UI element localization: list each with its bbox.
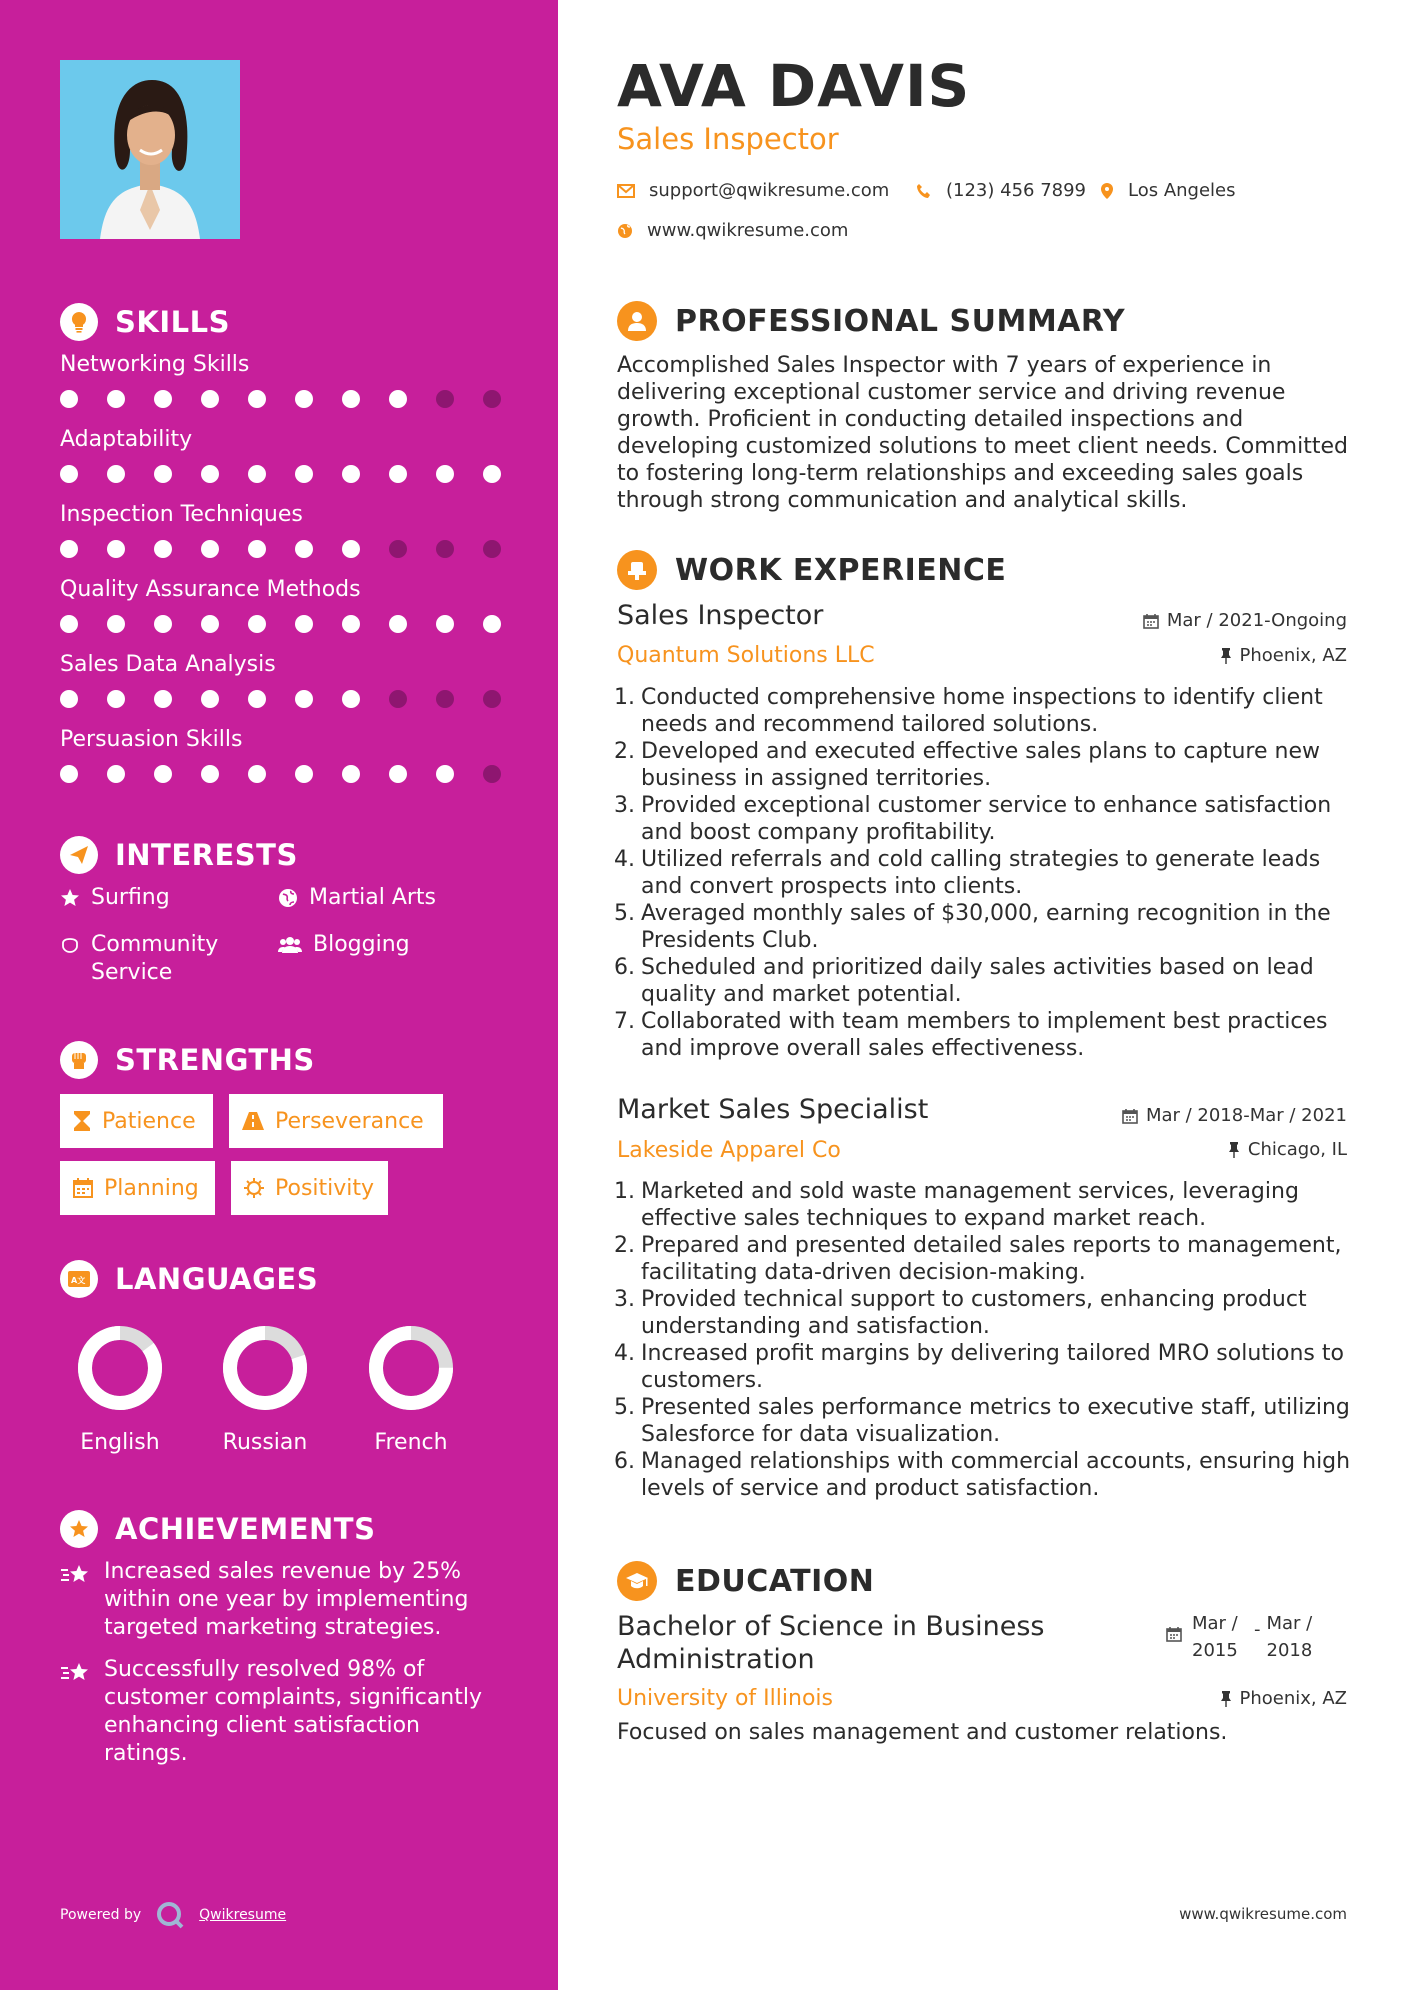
achievement-text: Increased sales revenue by 25% within one year by implementing targeted marketing strategies.: [104, 1559, 469, 1640]
skill-dot-filled: [248, 540, 266, 558]
star-icon: [60, 888, 80, 908]
duty-item: [611, 1286, 1361, 1340]
email-text: support@qwikresume.com: [649, 180, 890, 201]
job-role: Market Sales Specialist: [617, 1094, 929, 1125]
contact-phone[interactable]: [916, 180, 1086, 201]
languages-title: LANGUAGES: [115, 1262, 319, 1296]
language-label: English: [80, 1430, 160, 1455]
skills-title: SKILLS: [115, 305, 230, 339]
language-label: French: [374, 1430, 448, 1455]
education-start: Mar / 2015: [1192, 1613, 1238, 1661]
skill-dot-filled: [154, 765, 172, 783]
duty-number: 4.: [614, 847, 635, 872]
duty-item: [611, 738, 1361, 792]
job-company: Lakeside Apparel Co: [617, 1138, 841, 1163]
globe-icon: [278, 888, 298, 908]
shooting-star-icon: [60, 1562, 92, 1588]
skill-dot-filled: [154, 465, 172, 483]
skill-dot-filled: [436, 615, 454, 633]
education-location: [1220, 1688, 1348, 1709]
experience-title: WORK EXPERIENCE: [675, 552, 1007, 588]
skill-dot-filled: [342, 690, 360, 708]
achievements-title: ACHIEVEMENTS: [115, 1512, 376, 1546]
skill-dot-filled: [389, 615, 407, 633]
footer-url[interactable]: www.qwikresume.com: [1179, 1905, 1347, 1923]
skill-dot-filled: [389, 765, 407, 783]
skill-dot-empty: [483, 765, 501, 783]
strengths-header: [60, 1040, 315, 1080]
duty-item: [611, 1178, 1361, 1232]
language-ring: [222, 1325, 308, 1411]
pushpin-icon: [1220, 647, 1232, 665]
duty-item: [611, 1340, 1361, 1394]
duty-number: 3.: [614, 793, 635, 818]
skill-name: Sales Data Analysis: [60, 652, 276, 677]
interest-item: [60, 884, 170, 912]
skill-dot-filled: [107, 690, 125, 708]
map-pin-icon: [1100, 182, 1114, 200]
duty-number: 2.: [614, 739, 635, 764]
strength-badge: [231, 1161, 388, 1215]
skill-rating: [60, 390, 501, 408]
duty-number: 5.: [614, 1395, 635, 1420]
skill-dot-filled: [107, 765, 125, 783]
education-dates: [1166, 1610, 1323, 1664]
strength-badge: [60, 1094, 213, 1148]
skill-dot-empty: [436, 540, 454, 558]
strength-label: Patience: [102, 1108, 196, 1134]
duty-text: Prepared and presented detailed sales reports to management, facilitating data-driven decision-making.: [641, 1233, 1342, 1285]
education-title: EDUCATION: [675, 1563, 875, 1599]
interests-title: INTERESTS: [115, 838, 298, 872]
skill-dot-filled: [342, 465, 360, 483]
education-end: Mar / 2018: [1266, 1613, 1313, 1661]
skill-dot-filled: [201, 615, 219, 633]
skill-dot-filled: [295, 615, 313, 633]
strength-label: Perseverance: [275, 1108, 424, 1134]
duty-item: [611, 792, 1361, 846]
skill-rating: [60, 690, 501, 708]
skill-dot-filled: [201, 765, 219, 783]
powered-by: [60, 1900, 286, 1930]
summary-header: [617, 300, 1125, 342]
lightbulb-icon: [60, 303, 98, 341]
duty-text: Scheduled and prioritized daily sales activities based on lead quality and market potential.: [641, 955, 1314, 1007]
education-school: University of Illinois: [617, 1686, 833, 1711]
duty-text: Utilized referrals and cold calling strategies to generate leads and convert prospects into clients.: [641, 847, 1321, 899]
calendar-icon: [1122, 1108, 1138, 1124]
duty-number: 6.: [614, 955, 635, 980]
skill-dot-filled: [107, 465, 125, 483]
skill-dot-filled: [295, 390, 313, 408]
strength-badge: [229, 1094, 443, 1148]
language-ring: [77, 1325, 163, 1411]
skill-dot-filled: [201, 690, 219, 708]
duty-text: Developed and executed effective sales plans to capture new business in assigned territories.: [641, 739, 1320, 791]
interest-item: [60, 931, 260, 987]
skill-dot-filled: [154, 540, 172, 558]
user-icon: [617, 301, 657, 341]
skill-dot-filled: [60, 540, 78, 558]
skill-dot-filled: [295, 465, 313, 483]
languages-header: [60, 1259, 318, 1299]
skill-dot-empty: [436, 390, 454, 408]
education-location-text: Phoenix, AZ: [1239, 1688, 1347, 1709]
skill-dot-filled: [483, 615, 501, 633]
interest-item: [278, 931, 410, 959]
skill-dot-filled: [342, 765, 360, 783]
skill-dot-filled: [483, 465, 501, 483]
website-text: www.qwikresume.com: [647, 220, 849, 241]
duty-item: [611, 954, 1361, 1008]
job-dates-text: Mar / 2021-Ongoing: [1166, 610, 1347, 631]
achievement-item: [60, 1558, 504, 1642]
duty-text: Collaborated with team members to implement best practices and improve overall sales effectiveness.: [641, 1009, 1328, 1061]
skill-dot-filled: [389, 390, 407, 408]
fist-icon: [60, 1041, 98, 1079]
skill-name: Persuasion Skills: [60, 727, 243, 752]
globe-icon: [617, 223, 633, 239]
education-degree: Bachelor of Science in Business Administration: [617, 1611, 1045, 1675]
achievement-item: [60, 1656, 504, 1768]
duty-number: 6.: [614, 1449, 635, 1474]
skill-dot-filled: [154, 690, 172, 708]
duty-number: 1.: [614, 685, 635, 710]
skill-dot-filled: [154, 390, 172, 408]
qwikresume-logo-icon: [155, 1900, 185, 1930]
skill-dot-filled: [295, 690, 313, 708]
achievement-text: Successfully resolved 98% of customer complaints, significantly enhancing client satisfaction ratings.: [104, 1657, 482, 1766]
experience-header: [617, 549, 1006, 591]
skill-dot-filled: [60, 690, 78, 708]
skill-rating: [60, 615, 501, 633]
language-icon: [60, 1260, 98, 1298]
strengths-title: STRENGTHS: [115, 1043, 315, 1077]
skill-dot-filled: [201, 540, 219, 558]
duty-text: Provided exceptional customer service to enhance satisfaction and boost company profitability.: [641, 793, 1332, 845]
phone-text: (123) 456 7899: [946, 180, 1087, 201]
graduation-cap-icon: [617, 1561, 657, 1601]
skill-dot-empty: [483, 540, 501, 558]
interest-item: [278, 884, 436, 912]
contact-website[interactable]: [617, 220, 848, 241]
hourglass-icon: [72, 1110, 92, 1132]
skill-dot-filled: [248, 765, 266, 783]
skill-dot-filled: [248, 690, 266, 708]
skill-name: Adaptability: [60, 427, 193, 452]
date-separator: -: [1254, 1619, 1261, 1640]
skill-dot-filled: [248, 465, 266, 483]
skill-dot-filled: [389, 465, 407, 483]
pushpin-icon: [1228, 1141, 1240, 1159]
candidate-name: AVA DAVIS: [617, 52, 971, 120]
skill-dot-filled: [60, 615, 78, 633]
calendar-icon: [72, 1177, 94, 1199]
strength-label: Planning: [104, 1175, 199, 1201]
skill-dot-filled: [107, 390, 125, 408]
education-note: Focused on sales management and customer relations.: [617, 1720, 1228, 1745]
duty-number: 3.: [614, 1287, 635, 1312]
skill-dot-filled: [201, 390, 219, 408]
interest-label: Blogging: [313, 932, 410, 957]
skill-dot-filled: [342, 615, 360, 633]
powered-by-label: Powered by: [60, 1907, 142, 1923]
duty-item: [611, 846, 1361, 900]
award-icon: [60, 1510, 98, 1548]
skill-name: Quality Assurance Methods: [60, 577, 361, 602]
interest-label: Community Service: [91, 932, 219, 985]
skill-name: Inspection Techniques: [60, 502, 303, 527]
skill-dot-filled: [436, 465, 454, 483]
skill-dot-empty: [483, 690, 501, 708]
shooting-star-icon: [60, 1660, 92, 1686]
duty-item: [611, 1394, 1361, 1448]
skill-dot-filled: [60, 765, 78, 783]
job-dates: [1122, 1105, 1347, 1126]
duty-number: 4.: [614, 1341, 635, 1366]
skill-dot-filled: [201, 465, 219, 483]
duty-number: 7.: [614, 1009, 635, 1034]
skill-dot-filled: [248, 390, 266, 408]
location-text: Los Angeles: [1128, 180, 1236, 201]
duty-text: Averaged monthly sales of $30,000, earning recognition in the Presidents Club.: [641, 901, 1331, 953]
language-label: Russian: [222, 1430, 308, 1455]
job-role: Sales Inspector: [617, 600, 824, 631]
job-dates: [1143, 610, 1347, 631]
svg-text:A文: A文: [71, 1276, 86, 1285]
summary-text: Accomplished Sales Inspector with 7 years of experience in delivering exceptional customer service and driving revenue growth. Proficient in conducting detailed inspections and developing customized solutions to meet client needs. Committed to fostering long-term relationships and exceeding sales goals through strong communication and analytical skills.: [617, 353, 1348, 513]
job-location: [1228, 1139, 1347, 1160]
duty-text: Managed relationships with commercial accounts, ensuring high levels of service and product satisfaction.: [641, 1449, 1351, 1501]
interests-header: [60, 835, 298, 875]
skill-dot-empty: [436, 690, 454, 708]
job-company: Quantum Solutions LLC: [617, 643, 875, 668]
skill-dot-filled: [342, 390, 360, 408]
skill-name: Networking Skills: [60, 352, 250, 377]
skill-dot-filled: [60, 465, 78, 483]
duty-item: [611, 1448, 1361, 1502]
sidebar: [0, 0, 558, 1990]
qwikresume-link[interactable]: Qwikresume: [199, 1907, 287, 1923]
sun-icon: [243, 1177, 265, 1199]
contact-email[interactable]: [617, 180, 889, 201]
briefcase-icon: [617, 550, 657, 590]
interest-label: Martial Arts: [309, 885, 437, 910]
duty-text: Presented sales performance metrics to executive staff, utilizing Salesforce for data visualization.: [641, 1395, 1350, 1447]
education-header: [617, 1560, 874, 1602]
job-location-text: Chicago, IL: [1247, 1139, 1347, 1160]
skills-header: [60, 302, 230, 342]
skill-dot-filled: [342, 540, 360, 558]
profile-photo: [60, 60, 240, 239]
skill-dot-filled: [154, 615, 172, 633]
skill-dot-empty: [483, 390, 501, 408]
skill-dot-filled: [295, 540, 313, 558]
skill-dot-empty: [389, 540, 407, 558]
hand-icon: [60, 935, 80, 955]
skill-dot-empty: [389, 690, 407, 708]
calendar-icon: [1166, 1626, 1182, 1642]
skill-dot-filled: [436, 765, 454, 783]
strength-label: Positivity: [275, 1175, 375, 1201]
duty-text: Increased profit margins by delivering tailored MRO solutions to customers.: [641, 1341, 1344, 1393]
summary-title: PROFESSIONAL SUMMARY: [675, 303, 1126, 339]
duty-number: 2.: [614, 1233, 635, 1258]
users-icon: [278, 935, 302, 955]
contact-location: [1100, 180, 1236, 201]
duty-item: [611, 1232, 1361, 1286]
paper-plane-icon: [60, 836, 98, 874]
skill-dot-filled: [295, 765, 313, 783]
skill-dot-filled: [107, 540, 125, 558]
skill-rating: [60, 765, 501, 783]
calendar-icon: [1143, 613, 1159, 629]
envelope-icon: [617, 184, 635, 198]
job-duties: [611, 1178, 1361, 1502]
candidate-title: Sales Inspector: [617, 122, 839, 156]
interest-label: Surfing: [91, 885, 170, 910]
strength-badge: [60, 1161, 215, 1215]
duty-text: Marketed and sold waste management services, leveraging effective sales techniques to expand market reach.: [641, 1179, 1299, 1231]
duty-item: [611, 1008, 1361, 1062]
road-icon: [241, 1111, 265, 1131]
skill-dot-filled: [60, 390, 78, 408]
skill-rating: [60, 540, 501, 558]
duty-number: 1.: [614, 1179, 635, 1204]
duty-text: Provided technical support to customers, enhancing product understanding and satisfaction.: [641, 1287, 1307, 1339]
skill-rating: [60, 465, 501, 483]
skill-dot-filled: [248, 615, 266, 633]
duty-item: [611, 900, 1361, 954]
pushpin-icon: [1220, 1690, 1232, 1708]
job-location-text: Phoenix, AZ: [1239, 645, 1347, 666]
job-duties: [611, 684, 1361, 1062]
duty-number: 5.: [614, 901, 635, 926]
job-location: [1220, 645, 1348, 666]
language-ring: [368, 1325, 454, 1411]
achievements-header: [60, 1509, 375, 1549]
job-dates-text: Mar / 2018-Mar / 2021: [1145, 1105, 1347, 1126]
duty-text: Conducted comprehensive home inspections to identify client needs and recommend tailored solutions.: [641, 685, 1323, 737]
skill-dot-filled: [107, 615, 125, 633]
duty-item: [611, 684, 1361, 738]
phone-icon: [916, 183, 932, 199]
